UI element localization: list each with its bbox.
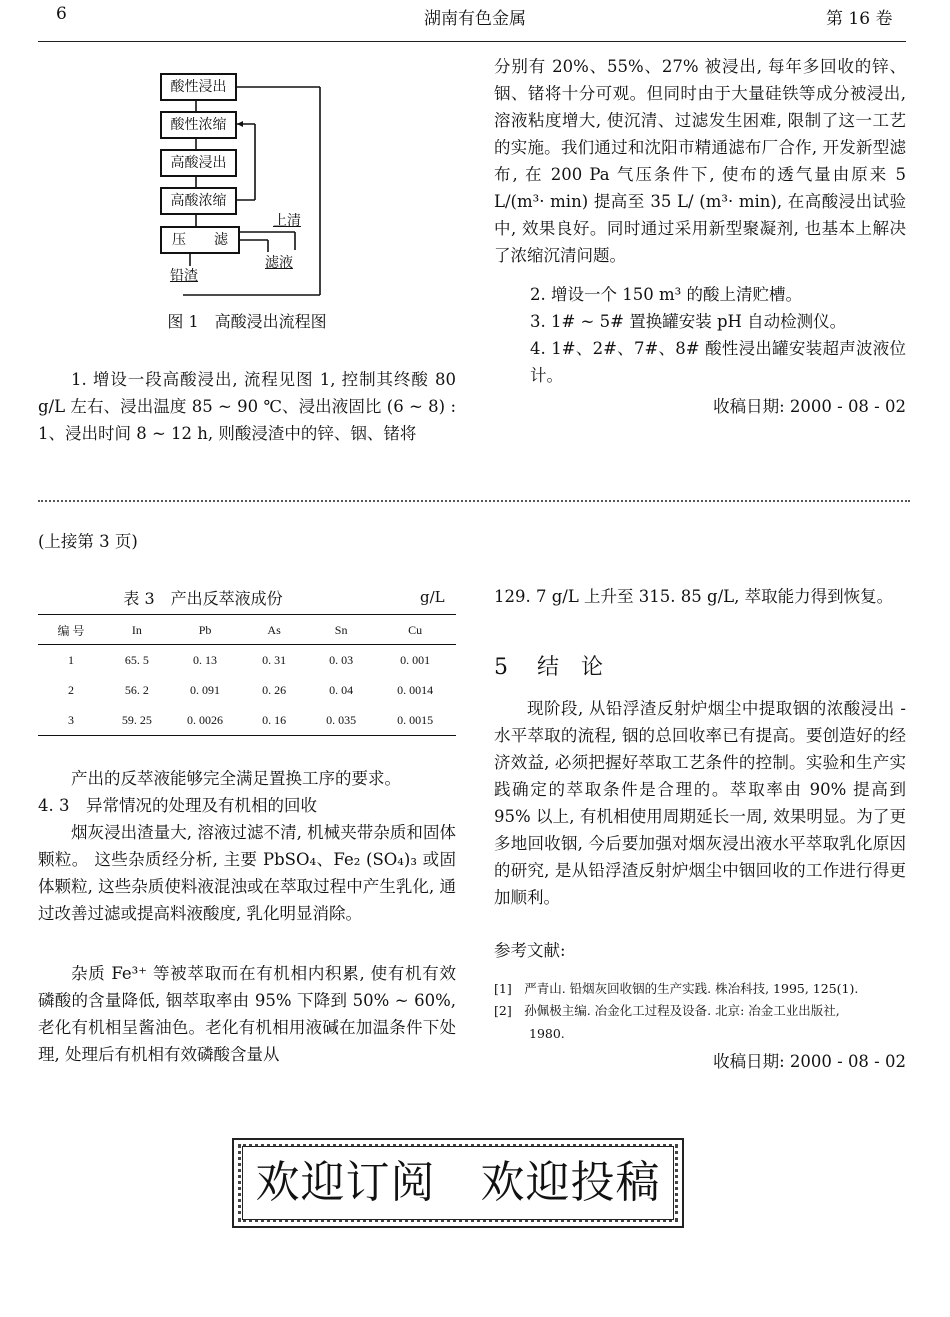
table-cell: 0. 0015 <box>397 712 434 727</box>
label-supernatant: 上清 <box>273 213 301 229</box>
col-header-cu: Cu <box>374 616 456 645</box>
lower-left-p1: 产出的反萃液能够完全满足置换工序的要求。 <box>71 769 401 788</box>
flow-box-high-acid-leach: 高酸浸出 <box>160 149 237 177</box>
table-cell: 0. 31 <box>262 652 287 667</box>
reference-2-continued: 1980. <box>529 1026 565 1041</box>
banner-text: 欢迎订阅 欢迎投稿 <box>255 1157 661 1208</box>
table-cell: 3 <box>67 712 74 727</box>
table-row <box>38 705 456 736</box>
flow-box-acid-leach: 酸性浸出 <box>160 73 237 101</box>
section-5-heading <box>494 650 603 681</box>
section-5-number: 5 <box>494 655 508 680</box>
conclusion-paragraph: 现阶段, 从铅浮渣反射炉烟尘中提取铟的浓酸浸出 - 水平萃取的流程, 铟的总回收率已有提高。要创造好的经济效益, 必须把握好萃取工艺条件的控制。实验和生产实践确定的萃取条件是合理的。萃取率由 90% 提高到 95% 以上, 有机相使用周期延长一周, 效果明显。为了更多地回收铟, 今后要加强对烟灰浸出液水平萃取乳化原因的研究, 是从铅浮渣反射炉烟尘中铟回收的工作进行得更加顺利。 <box>494 699 906 907</box>
label-lead-residue: 铅渣 <box>170 268 198 284</box>
subscription-banner <box>232 1138 684 1228</box>
list-item-2: 2. 增设一个 150 m³ 的酸上清贮槽。 <box>530 285 802 304</box>
figure-1-caption: 图 1 高酸浸出流程图 <box>167 312 327 331</box>
table-cell: 0. 001 <box>400 652 431 667</box>
figure-1 <box>150 60 340 300</box>
col-header-pb: Pb <box>170 616 240 645</box>
table-cell: 0. 16 <box>262 712 287 727</box>
continued-from-label: (上接第 3 页) <box>38 532 138 551</box>
table-cell: 0. 13 <box>193 652 218 667</box>
table-row <box>38 675 456 705</box>
flow-box-acid-concentrate: 酸性浓缩 <box>160 111 237 139</box>
label-filtrate: 滤液 <box>265 255 293 271</box>
upper-right-paragraph: 分别有 20%、55%、27% 被浸出, 每年多回收的锌、铟、锗将十分可观。但同时由于大量硅铁等成分被浸出, 溶液粘度增大, 使沉清、过滤发生困难, 限制了这一工艺的实施。我们通过和沈阳市精通滤布厂合作, 开发新型滤布, 在 200 Pa 气压条件下, 使布的透气量由原来 5 L/(m³· min) 提高至 35 L/ (m³· min), 在高酸浸出试验中, 效果良好。同时通过采用新型聚凝剂, 也基本上解决了浓缩沉清问题。 <box>494 57 906 265</box>
list-item-4: 4. 1#、2#、7#、8# 酸性浸出罐安装超声波液位计。 <box>530 339 906 385</box>
table-cell: 1 <box>67 652 74 667</box>
header-rule <box>38 41 906 42</box>
table-cell: 56. 2 <box>124 682 149 697</box>
volume-label: 第 16 卷 <box>826 9 893 29</box>
flow-box-high-acid-concentrate: 高酸浓缩 <box>160 187 237 215</box>
col-header-id: 编 号 <box>38 616 104 645</box>
flow-box-press-filter: 压 滤 <box>160 226 240 254</box>
journal-title: 湖南有色金属 <box>424 9 526 29</box>
lower-right-p1: 129. 7 g/L 上升至 315. 85 g/L, 萃取能力得到恢复。 <box>494 587 894 606</box>
table-cell: 59. 25 <box>121 712 152 727</box>
reference-1: [1] 严青山. 铅烟灰回收铟的生产实践. 株冶科技, 1995, 125(1). <box>494 981 859 996</box>
col-header-sn: Sn <box>308 616 374 645</box>
table-3-top-rule <box>38 614 456 615</box>
col-header-as: As <box>240 616 308 645</box>
lower-left-p3: 杂质 Fe³⁺ 等被萃取而在有机相内积累, 使有机有效磷酸的含量降低, 铟萃取率由 95% 下降到 50% ~ 60%, 老化有机相呈酱油色。老化有机相用液碱在加温条件下处理, 处理后有机相有效磷酸含量从 <box>38 964 456 1064</box>
table-row <box>38 645 456 676</box>
table-3-title: 表 3 产出反萃液成份 <box>123 589 283 608</box>
table-cell: 65. 5 <box>124 652 149 667</box>
section-separator <box>38 500 910 502</box>
table-header-row <box>38 616 456 645</box>
table-cell: 0. 03 <box>329 652 354 667</box>
table-cell: 0. 26 <box>262 682 287 697</box>
references-title: 参考文献: <box>494 941 566 960</box>
table-cell: 0. 0026 <box>187 712 224 727</box>
lower-left-p2: 烟灰浸出渣量大, 溶液过滤不清, 机械夹带杂质和固体颗粒。 这些杂质经分析, 主要 PbSO₄、Fe₂ (SO₄)₃ 或固体颗粒, 这些杂质使料液混浊或在萃取过程中产生乳化, 通过改善过滤或提高料液酸度, 乳化明显消除。 <box>38 823 456 923</box>
page-number: 6 <box>56 4 67 24</box>
list-item-3: 3. 1# ~ 5# 置换罐安装 pH 自动检测仪。 <box>530 312 847 331</box>
table-cell: 0. 035 <box>326 712 357 727</box>
section-5-title: 结 论 <box>537 655 604 680</box>
reference-2: [2] 孙佩极主编. 冶金化工过程及设备. 北京: 冶金工业出版社, <box>494 1003 840 1018</box>
upper-left-paragraph: 1. 增设一段高酸浸出, 流程见图 1, 控制其终酸 80 g/L 左右、浸出温度 85 ~ 90 ℃、浸出液固比 (6 ~ 8) : 1、浸出时间 8 ~ 12 h, 则酸浸渣中的锌、铟、锗将 <box>38 370 456 443</box>
table-3 <box>38 616 456 736</box>
table-cell: 2 <box>67 682 74 697</box>
col-header-in: In <box>104 616 170 645</box>
section-4-3-heading: 4. 3 异常情况的处理及有机相的回收 <box>38 796 317 815</box>
table-3-unit: g/L <box>420 588 445 606</box>
table-cell: 0. 091 <box>190 682 221 697</box>
received-date-2: 收稿日期: 2000 - 08 - 02 <box>713 1052 906 1071</box>
table-cell: 0. 0014 <box>397 682 434 697</box>
received-date-1: 收稿日期: 2000 - 08 - 02 <box>713 397 906 416</box>
table-cell: 0. 04 <box>329 682 354 697</box>
